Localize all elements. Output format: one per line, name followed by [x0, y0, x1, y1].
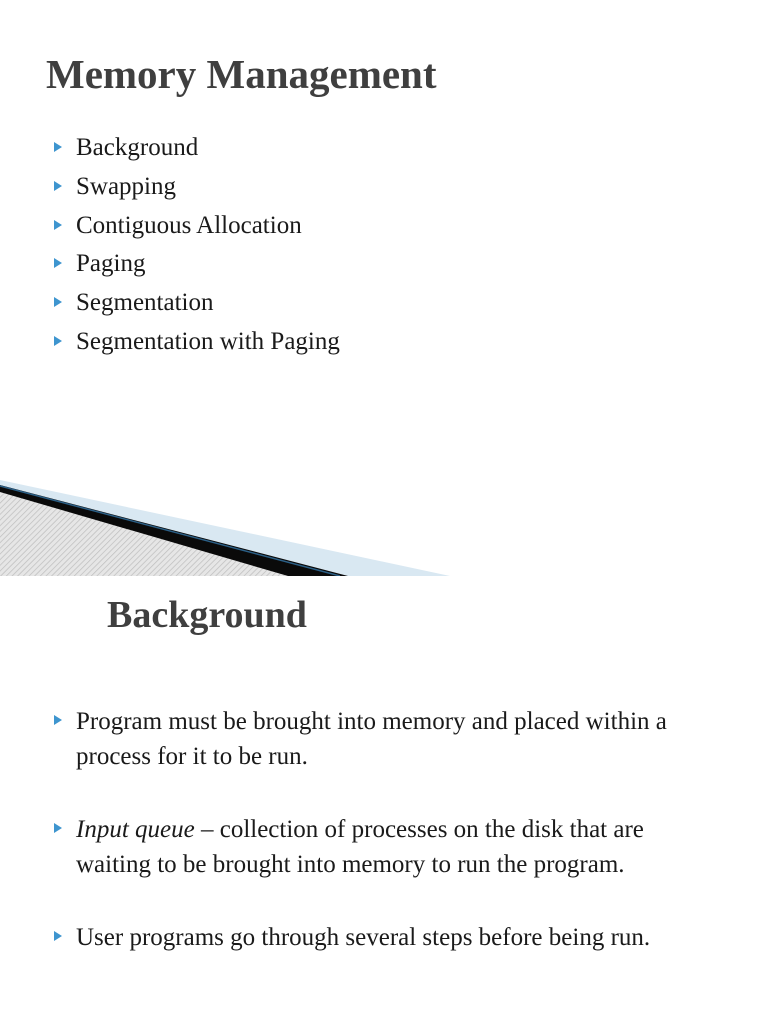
slide-decoration [0, 480, 768, 576]
list-item-text: Swapping [76, 172, 176, 200]
triangle-bullet-icon [54, 220, 62, 230]
list-item-text: – collection of processes on the disk that are waiting to be brought into memory to run the program. [76, 816, 644, 878]
triangle-bullet-icon [54, 258, 62, 268]
triangle-bullet-icon [54, 823, 62, 833]
list-item-text: Paging [76, 250, 146, 278]
list-item-text: Segmentation with Paging [76, 327, 340, 355]
triangle-bullet-icon [54, 715, 62, 725]
list-item [52, 920, 712, 955]
list-item [52, 245, 340, 284]
list-item [52, 207, 340, 246]
list-item [52, 812, 712, 882]
slide-title: Memory Management [46, 51, 437, 97]
list-item [52, 284, 340, 323]
list-item-text: Segmentation [76, 289, 214, 317]
triangle-bullet-icon [54, 142, 62, 152]
list-item-text: Contiguous Allocation [76, 211, 302, 239]
list-item-text: Background [76, 134, 199, 161]
slide-background [0, 576, 768, 1024]
list-item-text: User programs go through several steps before being run. [76, 924, 651, 951]
topic-list [52, 129, 340, 362]
triangle-bullet-icon [54, 181, 62, 191]
triangle-bullet-icon [54, 931, 62, 941]
list-item-text: Program must be brought into memory and placed within a process for it to be run. [76, 708, 667, 770]
list-item [52, 323, 340, 362]
background-list [52, 704, 712, 955]
list-item [52, 168, 340, 207]
triangle-bullet-icon [54, 297, 62, 307]
list-item [52, 704, 712, 774]
term-emphasis: Input queue [76, 816, 195, 843]
triangle-bullet-icon [54, 336, 62, 346]
list-item [52, 129, 340, 168]
slide-title: Background [107, 594, 307, 636]
